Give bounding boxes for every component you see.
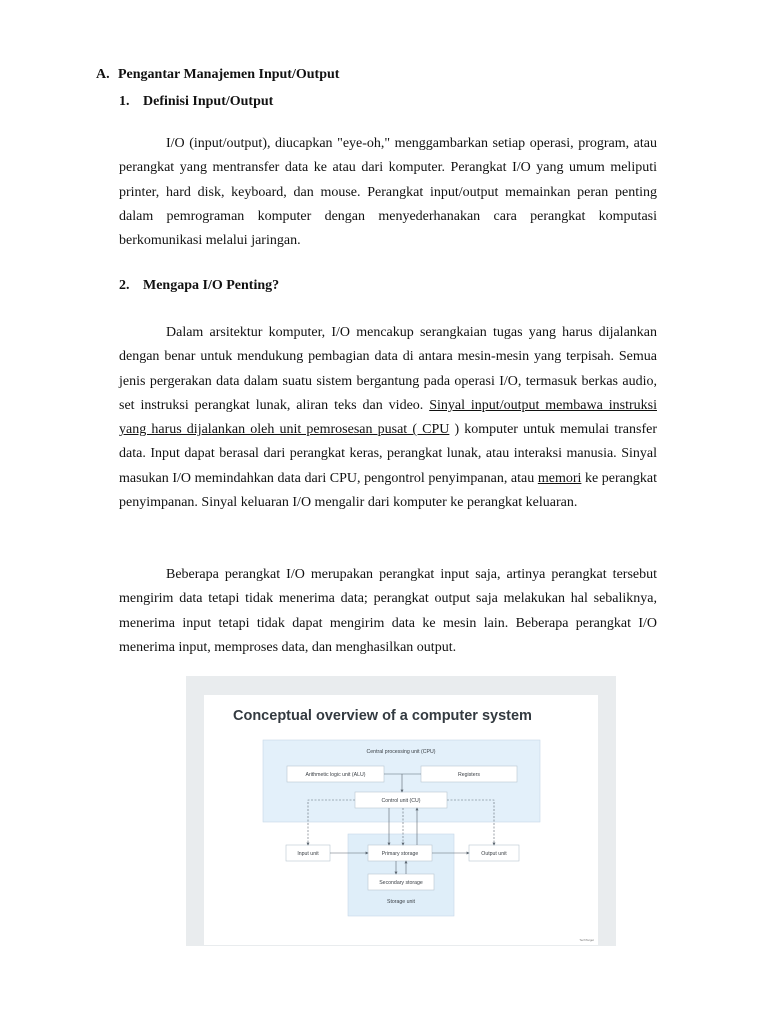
section-2-heading	[119, 278, 279, 294]
cpu-label: Central processing unit (CPU)	[366, 749, 436, 755]
section-a-title: Pengantar Manajemen Input/Output	[118, 67, 340, 82]
figure-title: Conceptual overview of a computer system	[233, 708, 532, 724]
section-1-title: Definisi Input/Output	[143, 94, 274, 109]
section-1-marker: 1.	[119, 94, 130, 109]
computer-system-figure	[186, 676, 616, 946]
section-1-heading	[119, 94, 273, 110]
section-a-heading	[96, 67, 339, 83]
alu-label: Arithmetic logic unit (ALU)	[305, 772, 366, 778]
input-unit-label: Input unit	[297, 851, 319, 857]
paragraph-definition: I/O (input/output), diucapkan "eye-oh," menggambarkan setiap operasi, program, atau perangkat yang mentransfer data ke atau dari komputer. Perangkat I/O yang umum meliputi printer, hard disk, keyboard, dan mouse. Perangkat input/output memainkan peran penting dalam pemrograman komputer dengan menyederhanakan cara perangkat komputasi berkomunikasi melalui jaringan.	[119, 136, 657, 249]
section-a-marker: A.	[96, 67, 110, 82]
storage-unit-label: Storage unit	[387, 899, 415, 905]
paragraph-importance-part2: ) komputer untuk memulai transfer data. Input dapat berasal dari perangkat keras, perangkat lunak, atau interaksi manusia. Sinyal masukan I/O memindahkan data dari CPU, pengontrol penyimpanan, atau	[119, 422, 657, 486]
memori-link[interactable]: memori	[537, 470, 582, 486]
section-2-title: Mengapa I/O Penting?	[143, 278, 280, 293]
paragraph-device-types: Beberapa perangkat I/O merupakan perangkat input saja, artinya perangkat tersebut mengirim data tetapi tidak menerima data; perangkat output saja melakukan hal sebaliknya, menerima input tetapi tidak dapat mengirim data ke mesin lain. Beberapa perangkat I/O menerima input, memproses data, dan menghasilkan output.	[119, 567, 657, 655]
paragraph-importance-part3: ke perangkat penyimpanan. Sinyal keluaran I/O mengalir dari komputer ke perangkat keluaran.	[119, 470, 657, 511]
paragraph-importance-part1: Dalam arsitektur komputer, I/O mencakup serangkaian tugas yang harus dijalankan dengan benar untuk mendukung pembagian data di antara mesin-mesin yang terpisah. Semua jenis pergerakan data dalam suatu sistem bergantung pada operasi I/O, termasuk berkas audio, set instruksi perangkat lunak, aliran teks dan video.	[119, 325, 657, 413]
section-2-marker: 2.	[119, 278, 130, 293]
output-unit-label: Output unit	[481, 851, 507, 857]
control-unit-label: Control unit (CU)	[381, 798, 421, 804]
figure-canvas	[204, 695, 598, 945]
diagram-svg	[204, 695, 598, 945]
figure-footer-logo: TechTarget	[579, 938, 594, 942]
primary-storage-label: Primary storage	[381, 851, 419, 857]
cpu-link[interactable]: Sinyal input/output membawa instruksi yang harus dijalankan oleh unit pemrosesan pusat ( CPU	[119, 397, 657, 438]
paragraph-importance	[119, 321, 657, 515]
registers-label: Registers	[458, 772, 480, 778]
secondary-storage-label: Secondary storage	[379, 880, 423, 886]
